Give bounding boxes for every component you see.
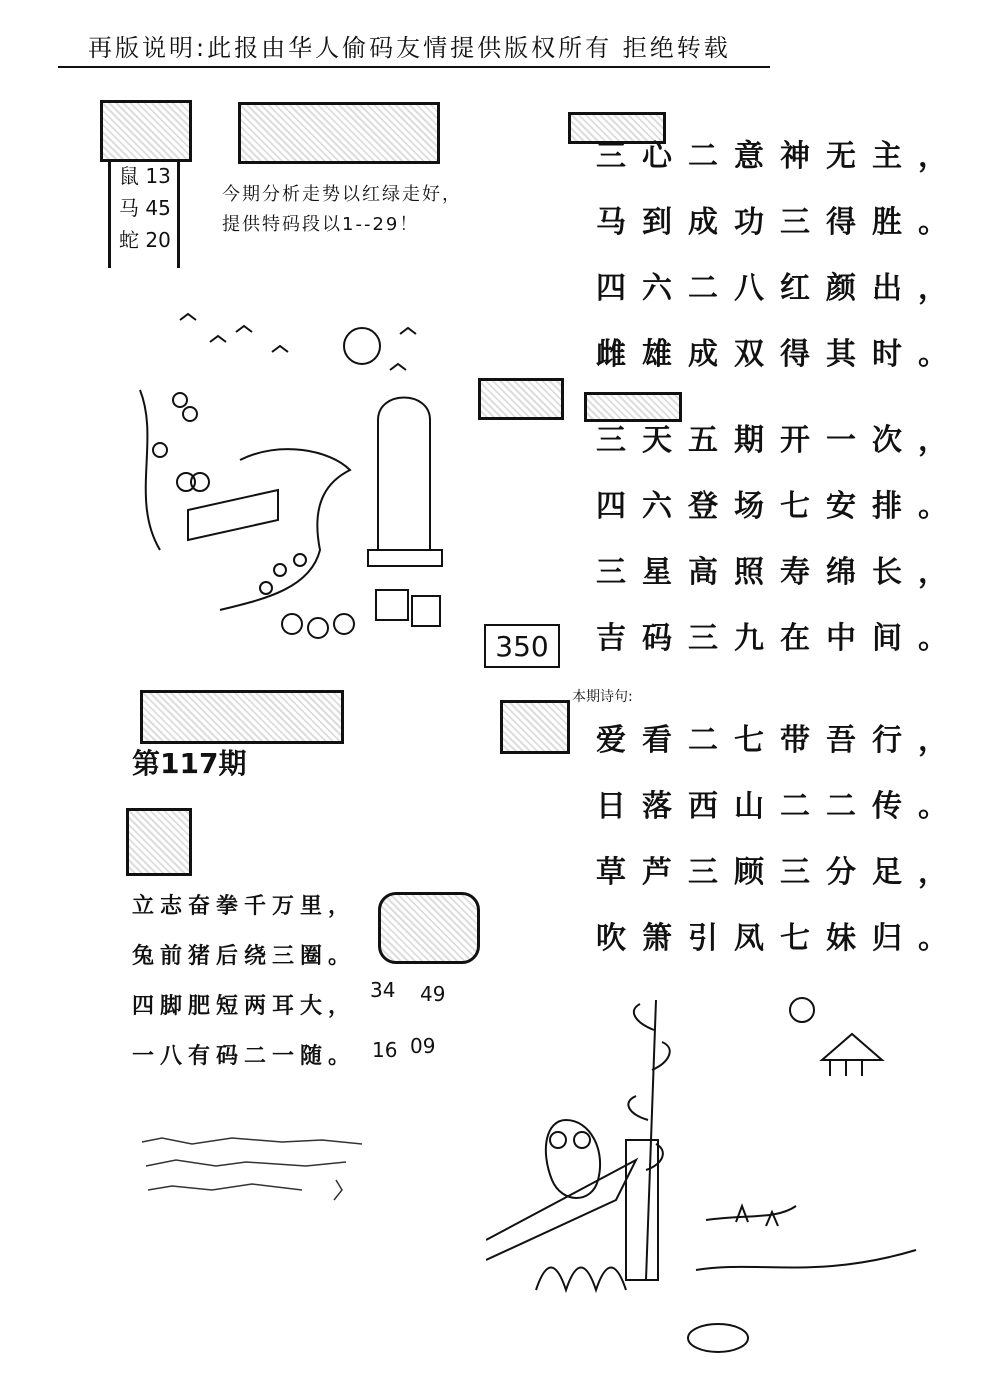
poem-line: 兔前猪后绕三圈。 bbox=[132, 944, 357, 969]
header-rule bbox=[58, 66, 770, 68]
moon-icon bbox=[344, 328, 380, 364]
zodiac-row: 鼠 13 bbox=[119, 164, 171, 188]
poem-line: 一八有码二一随。 bbox=[132, 1044, 357, 1069]
circled-number: 49 bbox=[420, 982, 446, 1006]
crocodile-illustration bbox=[100, 300, 470, 640]
circled-number: 16 bbox=[372, 1038, 398, 1062]
branch-icon bbox=[140, 390, 160, 550]
number-box: 350 bbox=[484, 624, 560, 668]
poem-line: 马到成功三得胜。 bbox=[596, 205, 964, 240]
birds-icon bbox=[180, 314, 416, 370]
window-icon bbox=[378, 398, 430, 551]
hut-icon bbox=[822, 1034, 882, 1076]
handwritten-note bbox=[136, 1130, 376, 1220]
poem-line: 吉码三九在中间。 bbox=[596, 621, 964, 656]
poem-line: 四脚肥短两耳大， bbox=[132, 994, 357, 1019]
right-pig-stamp bbox=[500, 700, 570, 754]
title-stamp bbox=[238, 102, 440, 164]
poem-line: 四六二八红颜出， bbox=[596, 271, 964, 306]
poem-line: 日落西山二二传。 bbox=[596, 789, 964, 824]
poem-line: 四六登场七安排。 bbox=[596, 489, 964, 524]
post-icon bbox=[626, 1140, 658, 1280]
issue-number: 第117期 bbox=[132, 747, 247, 780]
header-notice: 再版说明:此报由华人偷码友情提供版权所有 拒绝转载 bbox=[88, 34, 731, 62]
banner-stamp bbox=[140, 690, 344, 744]
owl-landscape-illustration bbox=[486, 990, 936, 1386]
analysis-text: 今期分析走势以红绿走好，提供特码段以1--29！ bbox=[222, 184, 462, 235]
circled-number: 09 bbox=[410, 1034, 436, 1058]
right-poem-2 bbox=[596, 408, 964, 672]
right-mid-stamp-a bbox=[478, 378, 564, 420]
right-poem-3 bbox=[596, 708, 964, 972]
left-poem bbox=[132, 882, 356, 1082]
poem-line: 立志奋拳千万里， bbox=[132, 894, 357, 919]
rock-icon bbox=[688, 1324, 748, 1352]
poem-line: 三星高照寿绵长， bbox=[596, 555, 964, 590]
branch-icon bbox=[486, 1160, 636, 1260]
right-poem-1 bbox=[596, 124, 964, 388]
this-issue-label: 本期诗句: bbox=[572, 689, 633, 705]
cups-icon bbox=[376, 590, 440, 626]
zodiac-row: 蛇 20 bbox=[119, 228, 171, 252]
poem-line: 爱看二七带吾行， bbox=[596, 723, 964, 758]
mid-left-stamp bbox=[126, 808, 192, 876]
poem-line: 三心二意神无主， bbox=[596, 139, 964, 174]
book-icon bbox=[188, 490, 278, 540]
zodiac-list bbox=[108, 160, 180, 268]
grass-icon bbox=[536, 1268, 626, 1291]
clear-stamp bbox=[378, 892, 480, 964]
zodiac-row: 马 45 bbox=[119, 196, 171, 220]
top-left-stamp bbox=[100, 100, 192, 162]
circled-number: 34 bbox=[370, 978, 396, 1002]
river-icon bbox=[696, 1206, 916, 1270]
poem-line: 雌雄成双得其时。 bbox=[596, 337, 964, 372]
sun-icon bbox=[790, 998, 814, 1022]
poem-line: 吹箫引凤七妹归。 bbox=[596, 921, 964, 956]
poem-line: 草芦三顾三分足， bbox=[596, 855, 964, 890]
poem-line: 三天五期开一次， bbox=[596, 423, 964, 458]
owl-icon bbox=[546, 1120, 600, 1198]
